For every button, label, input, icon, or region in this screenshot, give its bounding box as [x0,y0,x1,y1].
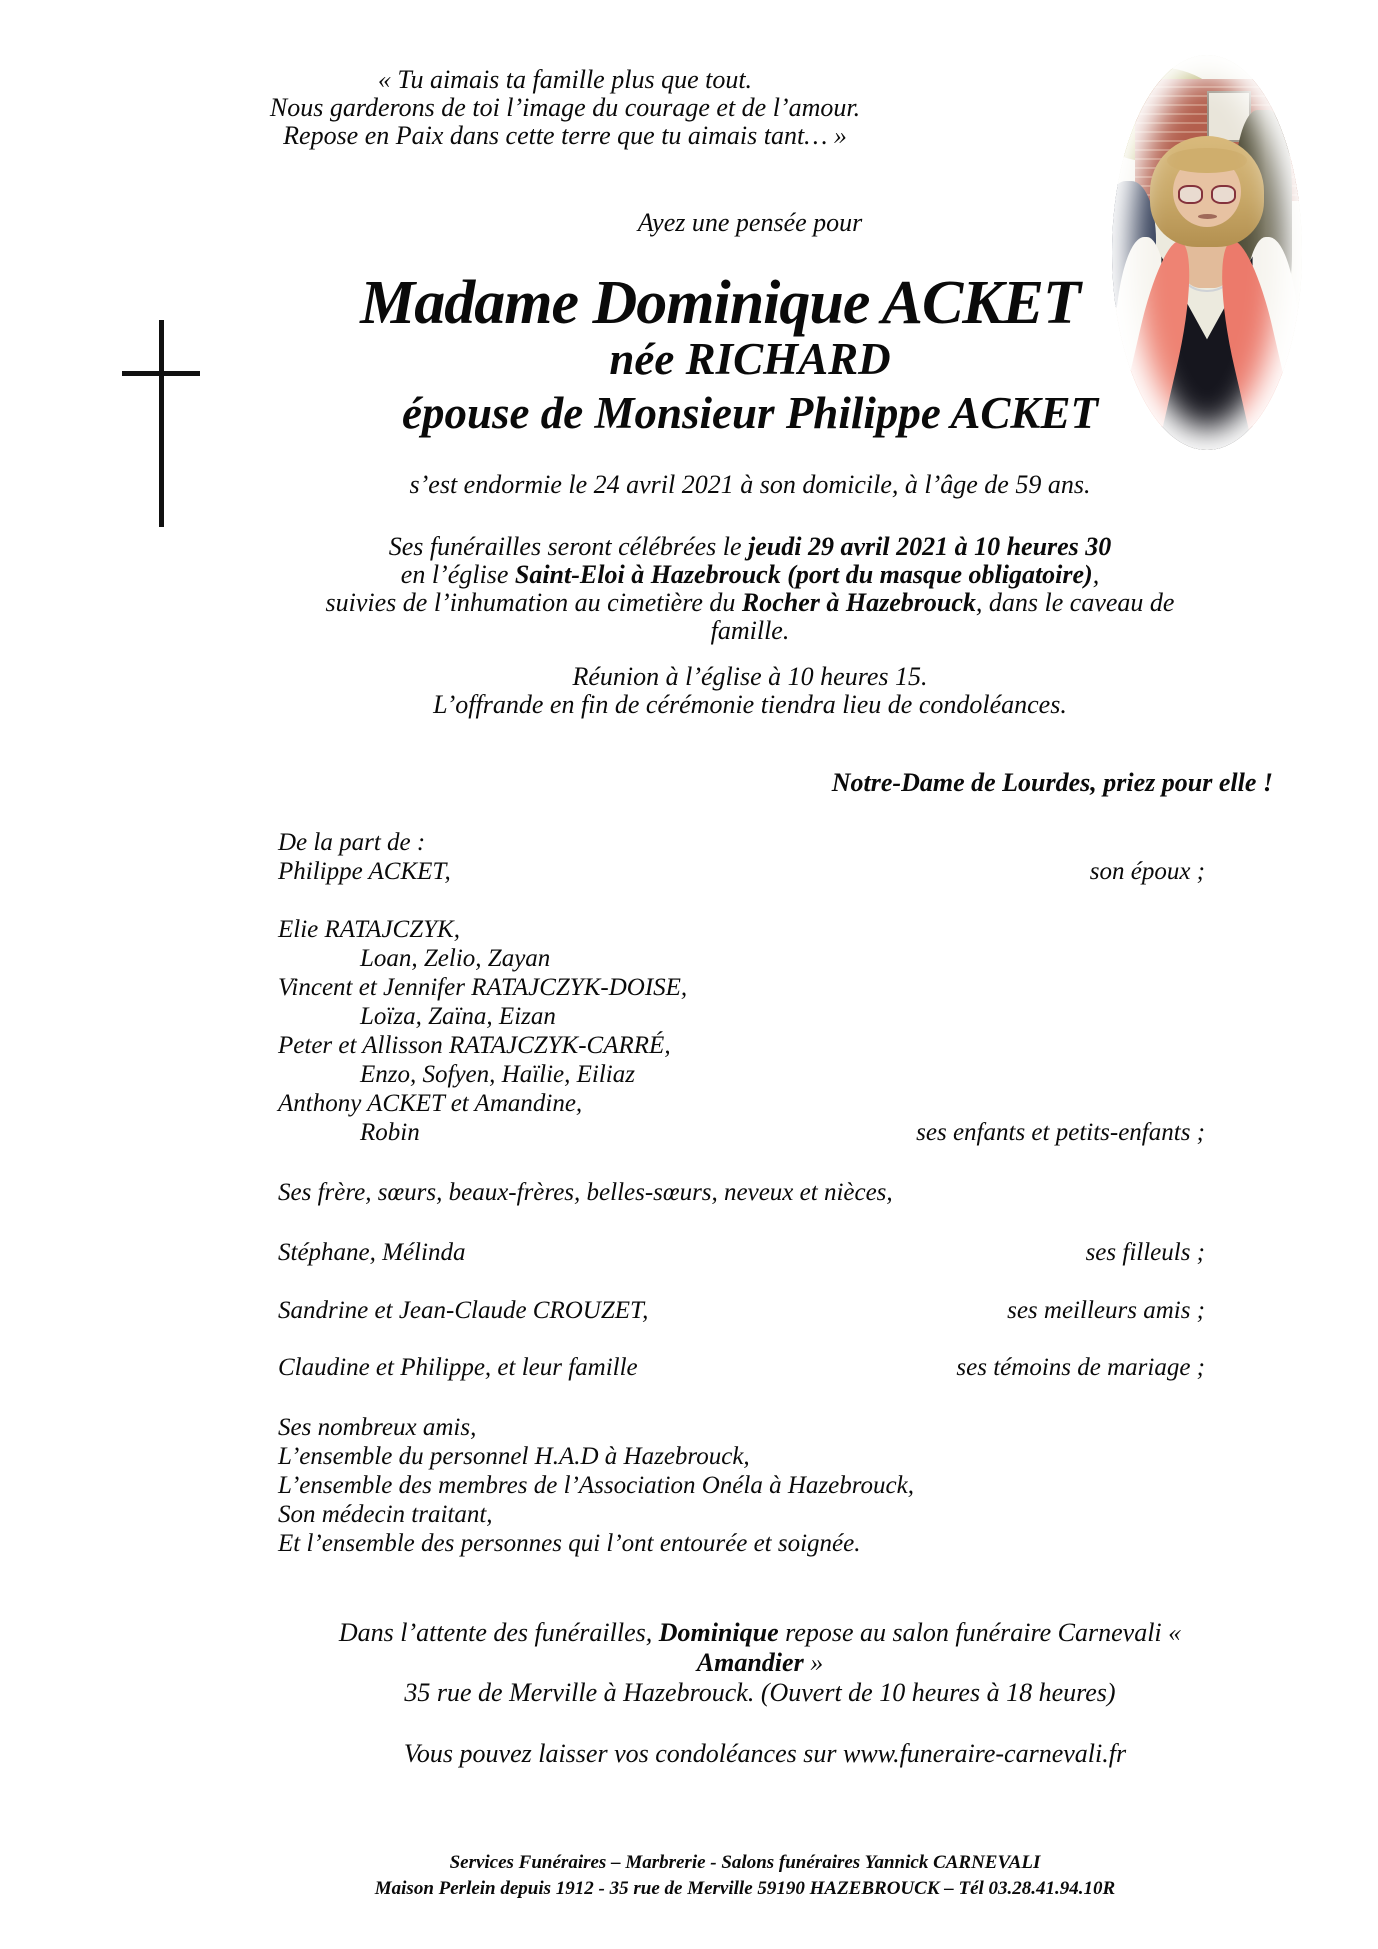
repose-line [290,1618,1230,1678]
funeral-line [290,589,1210,645]
family-intro-label: De la part de : [278,829,426,856]
family-name: Loan, Zelio, Zayan [360,945,551,972]
photo-tree-trunk [1234,110,1293,315]
photo-coral-drape-right [1206,236,1298,450]
text-segment: en l’église [400,560,515,589]
family-row [278,1118,1205,1147]
list-line: L’ensemble du personnel H.A.D à Hazebrouck, [278,1443,750,1470]
relation-attribution: ses filleuls ; [1085,1239,1205,1266]
relation-attribution: ses enfants et petits-enfants ; [916,1119,1205,1146]
spacer-row [278,886,1205,915]
text-segment: » [803,1648,824,1677]
intro-line: Ayez une pensée pour [637,208,863,237]
quote-line: « Tu aimais ta famille plus que tout. [377,65,753,94]
family-row [278,915,1205,944]
photo-glasses-left-lens [1178,185,1204,203]
photo-brick-wall [1135,79,1302,201]
family-name: Elie RATAJCZYK, [278,916,460,943]
cross-vertical-bar [159,320,164,527]
text-segment: repose au salon funéraire Carnevali « [778,1618,1182,1647]
text-segment: Ses funérailles seront célébrées le [388,532,749,561]
bold-segment: Rocher à Hazebrouck [741,588,976,617]
footer-address-line: Maison Perlein depuis 1912 - 35 rue de Merville 59190 HAZEBROUCK – Tél 03.28.41.94.10R [374,1878,1116,1899]
family-name: Peter et Allisson RATAJCZYK-CARRÉ, [278,1032,671,1059]
text-segment: suivies de l’inhumation au cimetière du [325,588,742,617]
family-row [278,1031,1205,1060]
godchildren-names: Stéphane, Mélinda [278,1239,466,1266]
cross-horizontal-bar [122,371,200,376]
bold-segment: jeudi 29 avril 2021 à 10 heures 30 [748,532,1112,561]
family-name: Loïza, Zaïna, Eizan [360,1003,556,1030]
family-row [278,1060,1205,1089]
text-segment: Dans l’attente des funérailles, [338,1618,659,1647]
footer-services-line: Services Funéraires – Marbrerie - Salons funéraires Yannick CARNEVALI [449,1852,1041,1873]
family-row [278,944,1205,973]
deceased-name: Madame Dominique ACKET [360,269,1080,337]
bold-segment: Amandier [696,1648,804,1677]
list-line: Son médecin traitant, [278,1501,493,1528]
family-section [278,828,1205,1147]
death-line: s’est endormie le 24 avril 2021 à son domicile, à l’âge de 59 ans. [409,470,1091,499]
quote-line: Nous garderons de toi l’image du courage et de l’amour. [269,93,861,122]
wedding-witnesses-row [278,1353,1205,1382]
funeral-line [290,533,1210,561]
funeral-home-footer [278,1850,1212,1902]
text-segment: 35 rue de Merville à Hazebrouck. (Ouvert de 10 heures à 18 heures) [404,1678,1116,1707]
maiden-name: née RICHARD [609,334,891,384]
meeting-line: Réunion à l’église à 10 heures 15. [572,662,928,691]
funeral-line [290,561,1210,589]
condolences-line: Vous pouvez laisser vos condoléances sur www.funeraire-carnevali.fr [403,1739,1127,1768]
text-segment: , [1092,560,1100,589]
photo-background-sign [1256,122,1302,158]
photo-fringe [1167,148,1247,174]
relation-attribution: ses meilleurs amis ; [1007,1297,1205,1324]
friends-caregivers-block [278,1413,1205,1558]
memorial-quote [240,66,890,150]
bold-segment: Dominique [658,1618,779,1647]
photo-foliage-shadow [1154,106,1211,146]
bold-segment: Saint-Eloi à Hazebrouck (port du masque obligatoire) [514,560,1093,589]
text-segment: , dans le caveau de famille. [710,588,1175,645]
offering-line: L’offrande en fin de cérémonie tiendra lieu de condoléances. [433,690,1067,719]
funeral-details [290,533,1210,645]
family-name: Anthony ACKET et Amandine, [278,1090,583,1117]
list-line: Ses nombreux amis, [278,1414,477,1441]
family-row [278,973,1205,1002]
prayer-line: Notre-Dame de Lourdes, priez pour elle ! [831,768,1273,797]
godchildren-row [278,1238,1205,1267]
list-line: Et l’ensemble des personnes qui l’ont entourée et soignée. [278,1530,861,1557]
repose-line [290,1678,1230,1708]
family-row [278,1089,1205,1118]
quote-line: Repose en Paix dans cette terre que tu aimais tant… » [283,121,847,150]
list-line: L’ensemble des membres de l’Association Onéla à Hazebrouck, [278,1472,914,1499]
relation-attribution: son époux ; [1089,858,1205,885]
best-friends-names: Sandrine et Jean-Claude CROUZET, [278,1297,649,1324]
photo-foliage [1112,67,1226,162]
photo-window [1207,91,1251,142]
meeting-details [290,663,1210,719]
family-list [278,857,1205,1147]
spouse-line: épouse de Monsieur Philippe ACKET [402,388,1098,438]
family-name: Robin [360,1119,420,1146]
relation-attribution: ses témoins de mariage ; [956,1354,1205,1381]
family-name: Vincent et Jennifer RATAJCZYK-DOISE, [278,974,688,1001]
siblings-line: Ses frère, sœurs, beaux-frères, belles-sœurs, neveux et nièces, [278,1179,893,1206]
family-row [278,857,1205,886]
photo-glasses-right-lens [1211,185,1237,203]
family-name: Philippe ACKET, [278,858,451,885]
best-friends-row [278,1296,1205,1325]
wedding-witnesses-names: Claudine et Philippe, et leur famille [278,1354,638,1381]
family-name: Enzo, Sofyen, Haïlie, Eiliaz [360,1061,635,1088]
repose-details [290,1618,1230,1708]
family-row [278,1002,1205,1031]
